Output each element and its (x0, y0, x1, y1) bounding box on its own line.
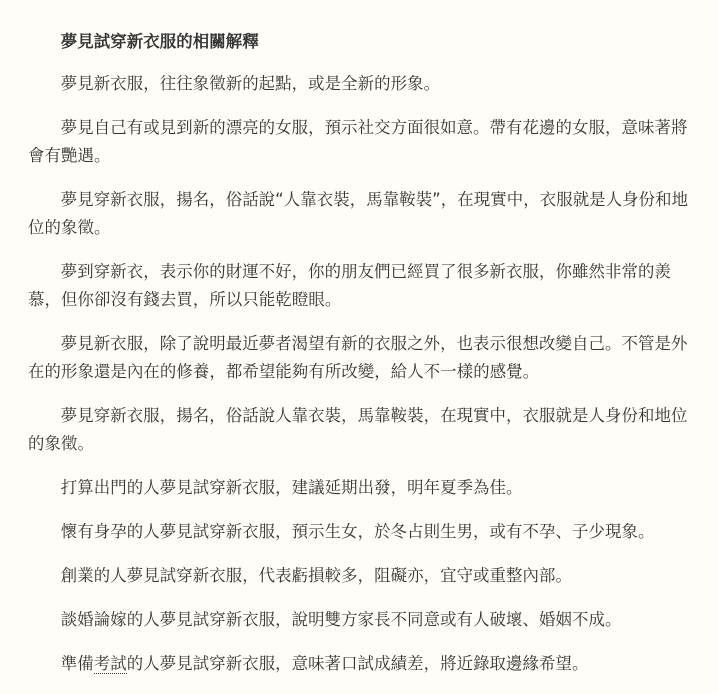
paragraph: 創業的人夢見試穿新衣服，代表虧損較多，阻礙亦，宜守或重整內部。 (60, 566, 573, 585)
paragraph (28, 650, 692, 678)
keyword-link-exam[interactable]: 考試 (93, 654, 127, 673)
paragraph: 打算出門的人夢見試穿新衣服，建議延期出發，明年夏季為佳。 (60, 478, 523, 497)
paragraph: 夢到穿新衣，表示你的財運不好，你的朋友們已經買了很多新衣服，你雖然非常的羨慕，但你卻沒有錢去買，所以只能乾瞪眼。 (28, 262, 671, 309)
article-body (28, 28, 692, 694)
paragraph: 談婚論嫁的人夢見試穿新衣服，說明雙方家長不同意或有人破壞、婚姻不成。 (60, 610, 622, 629)
paragraph-text: 的人夢見試穿新衣服，意味著口試成績差，將近錄取邊緣希望。 (126, 654, 589, 673)
section-heading: 夢見試穿新衣服的相關解釋 (60, 32, 259, 51)
paragraph: 夢見穿新衣服，揚名，俗話說人靠衣裝，馬靠鞍裝，在現實中，衣服就是人身份和地位的象徵。 (28, 406, 688, 453)
paragraph: 夢見自己有或見到新的漂亮的女服，預示社交方面很如意。帶有花邊的女服，意味著將會有艷遇。 (28, 118, 688, 165)
paragraph: 夢見穿新衣服，揚名，俗話說“人靠衣裝，馬靠鞍裝”，在現實中，衣服就是人身份和地位的象徵。 (28, 190, 689, 237)
paragraph: 夢見新衣服，往往象徵新的起點，或是全新的形象。 (60, 74, 441, 93)
paragraph: 懷有身孕的人夢見試穿新衣服，預示生女，於冬占則生男，或有不孕、子少現象。 (60, 522, 655, 541)
paragraph-text: 準備 (60, 654, 94, 673)
paragraph: 夢見新衣服，除了說明最近夢者渴望有新的衣服之外，也表示很想改變自己。不管是外在的形象還是內在的修養，都希望能夠有所改變，給人不一樣的感覺。 (28, 334, 688, 381)
